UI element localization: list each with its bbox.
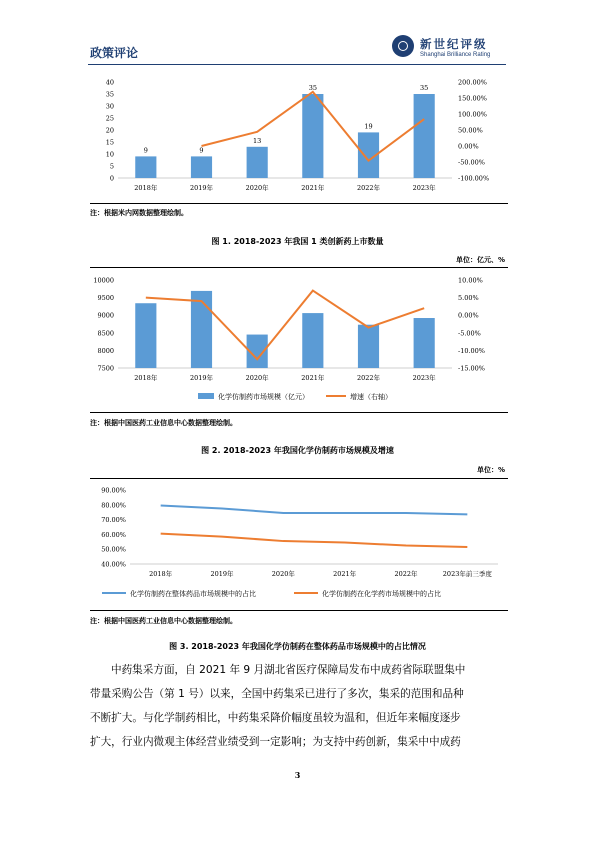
data-label: 35	[308, 84, 317, 92]
x-tick-label: 2018年	[149, 570, 173, 578]
x-tick-label: 2023年	[412, 374, 436, 382]
x-tick-label: 2023年前三季度	[442, 570, 492, 578]
y-tick-label: 70.00%	[101, 516, 126, 525]
y-tick-label: 60.00%	[101, 530, 126, 539]
figure-2-note: 注：根据中国医药工业信息中心数据整理绘制。	[90, 419, 237, 427]
figure-2-bottom-rule	[90, 412, 508, 413]
y-tick-label: 7500	[97, 364, 114, 373]
y-tick-label: 25	[105, 114, 114, 123]
data-label: 19	[364, 122, 373, 131]
y-tick-label: 15	[105, 138, 114, 147]
figure-1-bottom-rule	[90, 203, 508, 204]
y2-tick-label: 50.00%	[458, 126, 483, 135]
y-tick-label: 40	[105, 78, 114, 87]
x-tick-label: 2020年	[271, 570, 295, 578]
y-tick-label: 40.00%	[101, 560, 126, 569]
y-tick-label: 50.00%	[101, 545, 126, 554]
figure-3-top-rule	[90, 478, 508, 479]
legend-bar-label: 化学仿制药市场规模（亿元）	[218, 393, 309, 401]
bar	[135, 303, 156, 368]
figure-1-note: 注：根据米内网数据整理绘制。	[90, 209, 188, 217]
y2-tick-label: 0.00%	[458, 142, 479, 151]
x-tick-label: 2020年	[245, 374, 269, 382]
y-tick-label: 9500	[97, 294, 114, 303]
x-tick-label: 2021年	[333, 570, 357, 578]
bar	[302, 313, 323, 368]
paragraph-line-1: 中药集采方面，自 2021 年 9 月湖北省医疗保障局发布中成药省际联盟集中	[111, 664, 466, 676]
y-tick-label: 20	[105, 126, 114, 135]
bar	[247, 147, 268, 178]
y-tick-label: 5	[109, 162, 114, 171]
brand-logo-icon	[392, 35, 414, 57]
legend-b-label: 化学仿制药在化学药市场规模中的占比	[322, 590, 441, 598]
y2-tick-label: -100.00%	[458, 174, 490, 183]
x-tick-label: 2018年	[134, 184, 158, 192]
paragraph-line-4: 扩大，行业内微观主体经营业绩受到一定影响；为支持中药创新，集采中中成药	[90, 736, 461, 748]
y2-tick-label: -50.00%	[458, 158, 485, 167]
y-tick-label: 80.00%	[101, 501, 126, 510]
bar	[191, 156, 212, 178]
paragraph-line-3: 不断扩大。与化学制药相比，中药集采降价幅度虽较为温和，但近年来幅度逐步	[90, 712, 461, 724]
chart-3	[90, 482, 508, 607]
page-number: 3	[294, 770, 301, 780]
chart-1	[90, 76, 508, 204]
brand-name: 新世纪评级	[420, 37, 488, 51]
bar	[135, 156, 156, 178]
series-line	[161, 534, 468, 547]
bar	[358, 325, 379, 368]
x-tick-label: 2018年	[134, 374, 158, 382]
bar	[414, 318, 435, 368]
y2-tick-label: 150.00%	[458, 94, 487, 103]
x-tick-label: 2023年	[412, 184, 436, 192]
y2-tick-label: 200.00%	[458, 78, 487, 87]
x-tick-label: 2022年	[356, 374, 381, 382]
y-tick-label: 10	[105, 150, 114, 159]
data-label: 9	[143, 146, 148, 155]
figure-2-top-rule	[90, 267, 508, 268]
chart-2	[90, 270, 508, 410]
x-tick-label: 2020年	[245, 184, 269, 192]
figure-3-caption: 图 3. 2018-2023 年我国化学仿制药在整体药品市场规模中的占比情况	[169, 642, 426, 651]
x-tick-label: 2019年	[210, 570, 234, 578]
y-tick-label: 90.00%	[101, 486, 126, 495]
y2-tick-label: 10.00%	[458, 276, 483, 285]
bar	[414, 94, 435, 178]
x-tick-label: 2021年	[301, 184, 325, 192]
figure-2-unit: 单位：亿元、%	[455, 256, 505, 264]
x-tick-label: 2019年	[189, 374, 214, 382]
header-divider	[88, 64, 506, 65]
y-tick-label: 30	[105, 102, 114, 111]
x-tick-label: 2022年	[394, 570, 418, 578]
legend-a-label: 化学仿制药在整体药品市场规模中的占比	[130, 590, 256, 598]
figure-3-unit: 单位：%	[476, 466, 505, 474]
y-tick-label: 0	[109, 174, 114, 183]
y-tick-label: 8000	[97, 346, 114, 355]
data-label: 13	[253, 136, 262, 145]
brand-name-en: Shanghai Brilliance Rating	[420, 52, 491, 58]
y-tick-label: 9000	[97, 311, 114, 320]
y-tick-label: 10000	[93, 276, 114, 285]
x-tick-label: 2022年	[356, 184, 381, 192]
figure-3-bottom-rule	[90, 610, 508, 611]
y2-tick-label: -10.00%	[458, 346, 485, 355]
y-tick-label: 8500	[97, 329, 114, 338]
legend-bar-swatch	[198, 393, 214, 399]
paragraph-line-2: 带量采购公告（第 1 号）以来，全国中药集采已进行了多次，集采的范围和品种	[90, 688, 464, 700]
bar	[302, 94, 323, 178]
y2-tick-label: -15.00%	[458, 364, 485, 373]
y-tick-label: 35	[105, 90, 114, 99]
series-line	[146, 291, 424, 360]
data-label: 9	[199, 146, 204, 155]
y2-tick-label: 5.00%	[458, 294, 479, 303]
y2-tick-label: 0.00%	[458, 311, 479, 320]
data-label: 35	[420, 84, 429, 92]
y2-tick-label: 100.00%	[458, 110, 487, 119]
figure-3-note: 注：根据中国医药工业信息中心数据整理绘制。	[90, 617, 237, 625]
series-line	[161, 506, 468, 515]
y2-tick-label: -5.00%	[458, 329, 481, 338]
legend-line-label: 增速（右轴）	[350, 393, 392, 401]
figure-2-caption: 图 2. 2018-2023 年我国化学仿制药市场规模及增速	[201, 446, 394, 455]
x-tick-label: 2021年	[301, 374, 325, 382]
figure-1-caption: 图 1. 2018-2023 年我国 1 类创新药上市数量	[211, 237, 384, 246]
x-tick-label: 2019年	[189, 184, 214, 192]
section-title: 政策评论	[90, 46, 139, 60]
